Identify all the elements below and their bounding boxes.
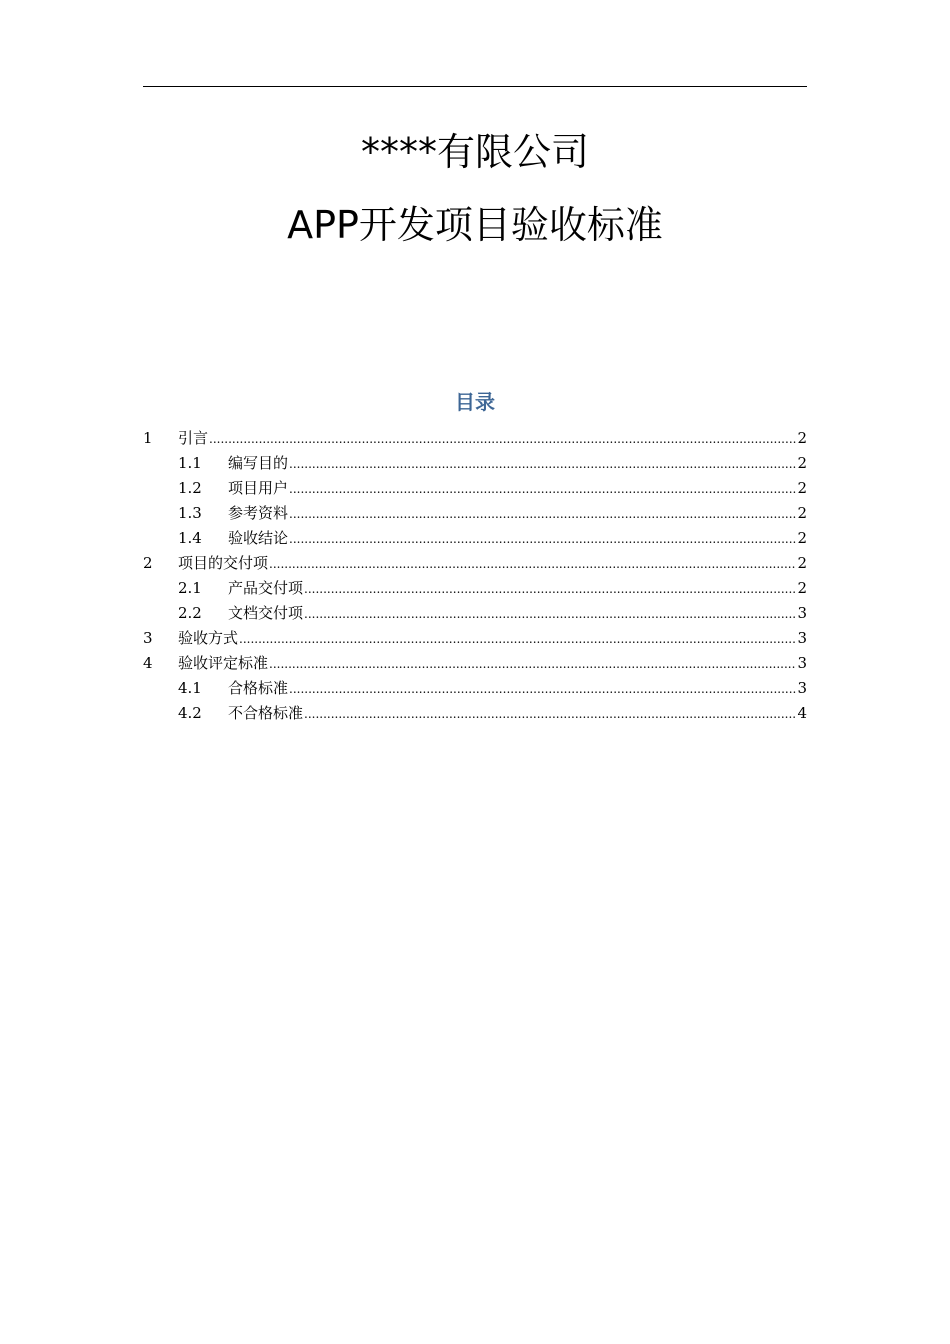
document-title-company: ****有限公司 (360, 130, 589, 174)
toc-entry-page-number: 2 (797, 479, 807, 497)
toc-entry-page-number: 3 (797, 604, 807, 622)
toc-dot-leader (209, 426, 796, 451)
toc-entry[interactable] (143, 701, 807, 726)
toc-entry-page-number: 2 (797, 429, 807, 447)
toc-entry-title: 验收方式 (178, 629, 239, 647)
toc-entry[interactable] (143, 501, 807, 526)
toc-entry-page-number: 2 (797, 454, 807, 472)
document-title-main: APP开发项目验收标准 (287, 203, 663, 247)
toc-entry-title: 项目的交付项 (178, 554, 269, 572)
toc-entry-number: 3 (143, 629, 153, 647)
toc-entry[interactable] (143, 676, 807, 701)
toc-entry-page-number: 3 (797, 654, 807, 672)
toc-entry[interactable] (143, 476, 807, 501)
toc-entry-page-number: 2 (797, 504, 807, 522)
toc-entry-title: 验收结论 (228, 529, 289, 547)
toc-entry[interactable] (143, 576, 807, 601)
toc-entry-number: 1 (143, 429, 153, 447)
toc-entry-title: 引言 (178, 429, 209, 447)
toc-entry[interactable] (143, 551, 807, 576)
toc-entry-page-number: 2 (797, 579, 807, 597)
toc-entry-number: 1.2 (178, 479, 202, 497)
toc-entry-page-number: 2 (797, 554, 807, 572)
toc-entry[interactable] (143, 426, 807, 451)
toc-entry-title: 项目用户 (228, 479, 289, 497)
toc-entry-page-number: 3 (797, 679, 807, 697)
toc-entry-number: 2.2 (178, 604, 202, 622)
toc-dot-leader (304, 601, 796, 626)
toc-entry-title: 合格标准 (228, 679, 289, 697)
toc-entry-page-number: 3 (797, 629, 807, 647)
toc-entry-page-number: 4 (797, 704, 807, 722)
toc-entry[interactable] (143, 651, 807, 676)
toc-entry-number: 1.1 (178, 454, 202, 472)
toc-heading: 目录 (455, 390, 495, 414)
toc-entry-title: 参考资料 (228, 504, 289, 522)
toc-entry-title: 编写目的 (228, 454, 289, 472)
toc-entry-title: 不合格标准 (228, 704, 304, 722)
toc-entry-title: 验收评定标准 (178, 654, 269, 672)
toc-dot-leader (269, 651, 796, 676)
toc-entry-number: 1.3 (178, 504, 202, 522)
toc-entry[interactable] (143, 626, 807, 651)
header-rule (143, 86, 807, 87)
toc-entry-number: 4.2 (178, 704, 202, 722)
toc-dot-leader (289, 451, 796, 476)
toc-dot-leader (289, 476, 796, 501)
toc-dot-leader (289, 526, 796, 551)
toc-entry[interactable] (143, 451, 807, 476)
toc-entry[interactable] (143, 601, 807, 626)
toc-dot-leader (304, 576, 796, 601)
toc-entry[interactable] (143, 526, 807, 551)
toc-entry-title: 文档交付项 (228, 604, 304, 622)
toc-entry-number: 2.1 (178, 579, 202, 597)
toc-dot-leader (304, 701, 796, 726)
toc-entry-page-number: 2 (797, 529, 807, 547)
toc-dot-leader (289, 501, 796, 526)
toc-entry-number: 4 (143, 654, 153, 672)
table-of-contents (143, 426, 807, 726)
toc-dot-leader (239, 626, 796, 651)
toc-dot-leader (289, 676, 796, 701)
toc-dot-leader (269, 551, 796, 576)
toc-entry-number: 1.4 (178, 529, 202, 547)
toc-entry-number: 2 (143, 554, 153, 572)
toc-entry-title: 产品交付项 (228, 579, 304, 597)
toc-entry-number: 4.1 (178, 679, 202, 697)
